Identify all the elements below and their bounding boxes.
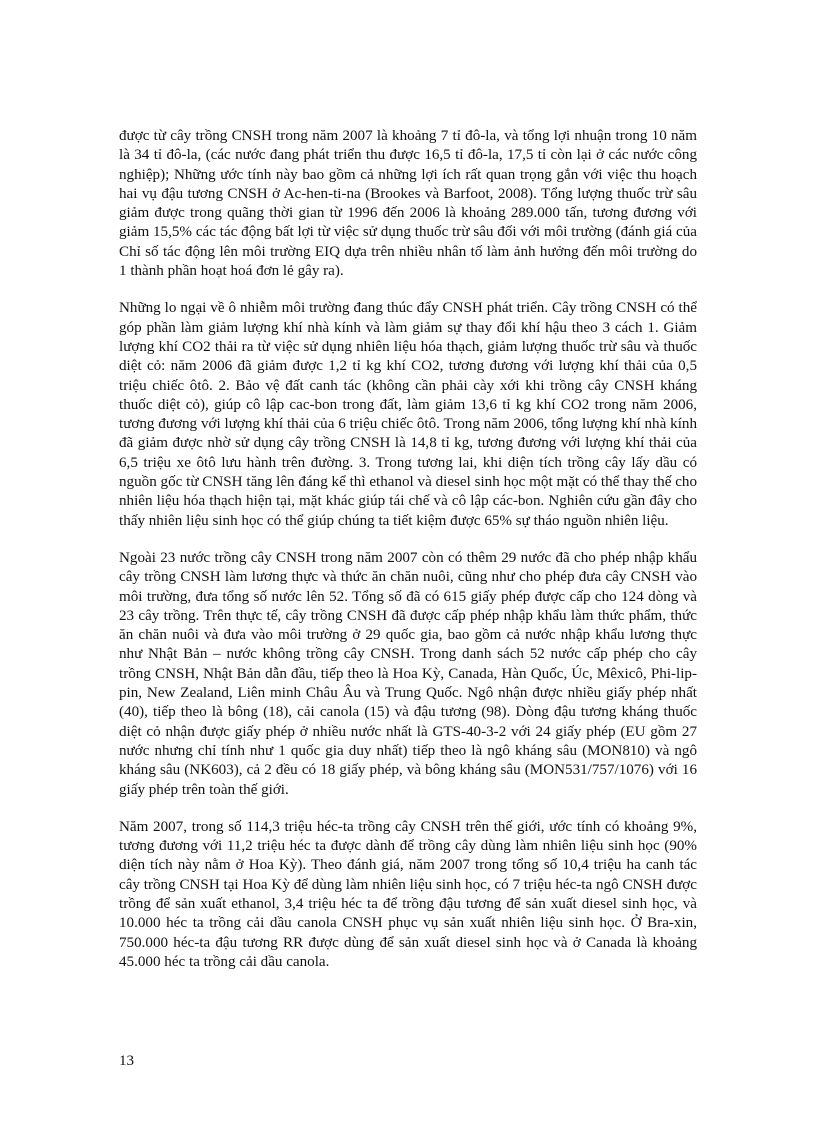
paragraph-4: Năm 2007, trong số 114,3 triệu héc-ta trồng cây CNSH trên thế giới, ước tính có khoảng 9%, tương đương với 11,2 triệu héc ta được dành để trồng cây dùng làm nhiên liệu sinh học (90% diện tích này nằm ở Hoa Kỳ). Theo đánh giá, năm 2007 trong tổng số 10,4 triệu ha canh tác cây trồng CNSH tại Hoa Kỳ để dùng làm nhiên liệu sinh học, có 7 triệu héc-ta ngô CNSH được trồng để sản xuất ethanol, 3,4 triệu héc ta để trồng đậu tương để sản xuất diesel sinh học, và 10.000 héc ta trồng cải dầu canola CNSH phục vụ sản xuất nhiên liệu sinh học. Ở Bra-xin, 750.000 héc-ta đậu tương RR được dùng để sản xuất diesel sinh học và ở Canada là khoảng 45.000 héc ta trồng cải dầu canola. [119, 818, 697, 970]
paragraph-spacer [119, 800, 697, 818]
document-body [119, 127, 697, 972]
paragraph-spacer [119, 531, 697, 549]
paragraph-spacer [119, 281, 697, 299]
paragraph-1: được từ cây trồng CNSH trong năm 2007 là khoảng 7 tỉ đô-la, và tổng lợi nhuận trong 10 năm là 34 tỉ đô-la, (các nước đang phát triển thu được 16,5 tỉ đô-la, 17,5 tỉ còn lại ở các nước công nghiệp); Những ước tính này bao gồm cả những lợi ích rất quan trọng gắn với việc thu hoạch hai vụ đậu tương CNSH ở Ac-hen-ti-na (Brookes và Barfoot, 2008). Tổng lượng thuốc trừ sâu giảm được trong quãng thời gian từ 1996 đến 2006 là khoảng 289.000 tấn, tương đương với giảm 15,5% các tác động bất lợi từ việc sử dụng thuốc trừ sâu đối với môi trường (đánh giá của Chỉ số tác động lên môi trường EIQ dựa trên nhiều nhân tố làm ảnh hưởng đến môi trường do 1 thành phần hoạt hoá đơn lẻ gây ra). [119, 128, 697, 280]
page-number: 13 [119, 1053, 135, 1069]
paragraph-2: Những lo ngại về ô nhiễm môi trường đang thúc đẩy CNSH phát triển. Cây trồng CNSH có thể góp phần làm giảm lượng khí nhà kính và làm giảm sự thay đổi khí hậu theo 3 cách 1. Giảm lượng khí CO2 thải ra từ việc sử dụng nhiên liệu hóa thạch, giảm lượng thuốc trừ sâu và thuốc diệt cỏ: năm 2006 đã giảm được 1,2 tỉ kg khí CO2, tương đương với lượng khí thải của 0,5 triệu chiếc ôtô. 2. Bảo vệ đất canh tác (không cần phải cày xới khi trồng cây CNSH kháng thuốc diệt cỏ), giúp cô lập cac-bon trong đất, làm giảm 13,6 tỉ kg khí CO2 trong năm 2006, tương đương với lượng khí thải của 6 triệu chiếc ôtô. Trong năm 2006, tổng lượng khí nhà kính đã giảm được nhờ sử dụng cây trồng CNSH là 14,8 tỉ kg, tương đương với lượng khí thải của 6,5 triệu xe ôtô lưu hành trên đường. 3. Trong tương lai, khi diện tích trồng cây lấy dầu có nguồn gốc từ CNSH tăng lên đáng kể thì ethanol và diesel sinh học một mặt có thể thay thế cho nhiên liệu hóa thạch hiện tại, mặt khác giúp tái chế và cô lập các-bon. Nghiên cứu gần đây cho thấy nhiên liệu sinh học có thể giúp chúng ta tiết kiệm được 65% sự tháo nguồn nhiên liệu. [119, 300, 697, 529]
paragraph-3: Ngoài 23 nước trồng cây CNSH trong năm 2007 còn có thêm 29 nước đã cho phép nhập khẩu cây trồng CNSH làm lương thực và thức ăn chăn nuôi, cũng như cho phép đưa cây CNSH vào môi trường, đưa tổng số nước lên 52. Tổng số đã có 615 giấy phép được cấp cho 124 dòng và 23 cây trồng. Trên thực tế, cây trồng CNSH đã được cấp phép nhập khẩu làm thức phẩm, thức ăn chăn nuôi và đưa vào môi trường ở 29 quốc gia, bao gồm cả nước nhập khẩu lương thực như Nhật Bản – nước không trồng cây CNSH. Trong danh sách 52 nước cấp phép cho cây trồng CNSH, Nhật Bản dẫn đầu, tiếp theo là Hoa Kỳ, Canada, Hàn Quốc, Úc, Mêxicô, Phi-lip-pin, New Zealand, Liên minh Châu Âu và Trung Quốc. Ngô nhận được nhiều giấy phép nhất (40), tiếp theo là bông (18), cải canola (15) và đậu tương (98). Dòng đậu tương kháng thuốc diệt cỏ nhận được giấy phép ở nhiều nước nhất là GTS-40-3-2 với 24 giấy phép (EU gồm 27 nước nhưng chỉ tính như 1 quốc gia duy nhất) tiếp theo là ngô kháng sâu (MON810) và ngô kháng sâu (NK603), cả 2 đều có 18 giấy phép, và bông kháng sâu (MON531/757/1076) với 16 giấy phép trên toàn thế giới. [119, 549, 697, 798]
